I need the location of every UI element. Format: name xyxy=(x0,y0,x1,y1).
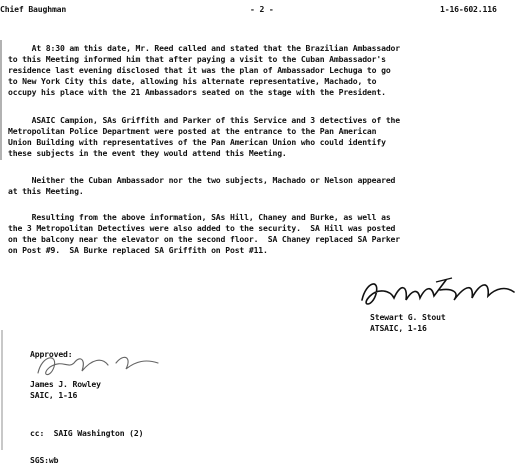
margin-mark xyxy=(0,40,2,160)
paragraph-line: ASAIC Campion, SAs Griffith and Parker of this Service and 3 detectives of the xyxy=(8,115,400,125)
paragraph-line: occupy his place with the 21 Ambassadors seated on the stage with the President. xyxy=(8,87,386,97)
memo-addressee: Chief Baughman xyxy=(0,4,67,14)
carbon-copy-line: cc: SAIG Washington (2) xyxy=(30,428,144,438)
margin-mark xyxy=(1,330,3,450)
approver-name: James J. Rowley xyxy=(30,379,101,389)
paragraph-line: these subjects in the event they would attend this Meeting. xyxy=(8,148,287,158)
paragraph-line: on Post #9. SA Burke replaced SA Griffith on Post #11. xyxy=(8,245,268,255)
paragraph-line: Metropolitan Police Department were posted at the entrance to the Pan American xyxy=(8,126,377,136)
handwritten-signature xyxy=(356,270,521,316)
paragraph-line: the 3 Metropolitan Detectives were also added to the security. SA Hill was posted xyxy=(8,223,396,233)
signer-name: Stewart G. Stout xyxy=(370,312,446,322)
typist-initials: SGS:wb xyxy=(30,455,59,465)
paragraph-line: residence last evening disclosed that it was the plan of Ambassador Lechuga to go xyxy=(8,65,391,75)
paragraph-line: Neither the Cuban Ambassador nor the two subjects, Machado or Nelson appeared xyxy=(8,175,396,185)
paragraph-line: to this Meeting informed him that after paying a visit to the Cuban Ambassador's xyxy=(8,54,386,64)
approval-label: Approved: xyxy=(30,349,73,359)
page-number: - 2 - xyxy=(250,4,274,14)
file-number: 1-16-602.116 xyxy=(440,4,497,14)
approver-title: SAIC, 1-16 xyxy=(30,390,78,400)
paragraph-line: to New York City this date, allowing his alternate representative, Machado, to xyxy=(8,76,377,86)
paragraph-line: at this Meeting. xyxy=(8,186,84,196)
paragraph-line: Resulting from the above information, SAs Hill, Chaney and Burke, as well as xyxy=(8,212,391,222)
paragraph-line: Union Building with representatives of the Pan American Union who could identify xyxy=(8,137,386,147)
signer-title: ATSAIC, 1-16 xyxy=(370,323,427,333)
paragraph-line: At 8:30 am this date, Mr. Reed called and stated that the Brazilian Ambassador xyxy=(8,43,400,53)
paragraph-line: on the balcony near the elevator on the second floor. SA Chaney replaced SA Parker xyxy=(8,234,400,244)
